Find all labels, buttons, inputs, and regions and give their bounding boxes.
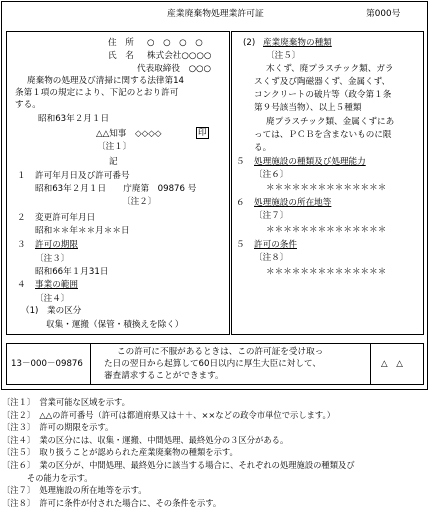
right-section-5-number: ５ (236, 157, 245, 167)
notes-list (2, 396, 427, 509)
address-label: 住 所 (108, 38, 134, 48)
waste-types-line-4: 第９号該当物）、以上５種類 (254, 103, 362, 113)
note-3: 〔注３〕 許可の期限を示す。 (2, 422, 114, 433)
section-3-number: ３ (17, 240, 26, 250)
footer-divider-left (90, 343, 91, 385)
note-4: 〔注４〕 業の区分には、収集・運搬、中間処理、最終処分の３区分がある。 (2, 434, 289, 445)
footer-marks: △ △ (381, 359, 403, 369)
footer-text-line-3: 審査請求することができます。 (104, 371, 224, 381)
address-value: ○ ○ ○ ○ (147, 38, 203, 48)
right-section-5-title: 処理施設の種類及び処理能力 (254, 157, 366, 167)
note-7: 〔注７〕 処理施設の所在地等を示す。 (2, 485, 147, 496)
governor-name: △△知事 ◇◇◇◇ (96, 129, 162, 139)
right-section-6-value: ＊＊＊＊＊＊＊＊＊＊＊＊＊＊ (266, 225, 387, 235)
footer-divider-right (370, 343, 371, 385)
seal-mark: 印 (198, 128, 207, 138)
certificate-title: 産業廃棄物処理業許可証 (167, 9, 264, 19)
note-ref-5: 〔注５〕 (266, 51, 301, 61)
right-section-6-title: 処理施設の所在地等 (254, 198, 332, 208)
body-line-3: する。 (15, 100, 41, 110)
section-4-value: 収集・運搬（保管・積換えを除く） (46, 320, 184, 330)
right-section-6-number: ６ (236, 198, 245, 208)
right-section-2-number: (2) (243, 38, 256, 48)
section-3-value: 昭和66年１月31日 (35, 267, 109, 277)
note-8: 〔注８〕 許可に条件が付された場合に、その条件を示す。 (2, 497, 222, 508)
name-label: 氏 名 (108, 51, 134, 61)
section-3-title: 許可の期限 (35, 240, 78, 250)
right-section-2-title: 産業廃棄物の種類 (263, 38, 332, 48)
official-seal (196, 127, 209, 139)
body-line-1: 廃棄物の処理及び清掃に関する法律第14 (27, 76, 185, 86)
section-1-value: 昭和63年２月１日 庁廃第 09876 号 (35, 184, 197, 194)
section-4-subtitle: （1) 業の区分 (21, 306, 82, 316)
waste-limit-line-2: っては、ＰＣＢを含まないものに限 (254, 130, 392, 140)
issue-date: 昭和63年２月１日 (38, 114, 110, 124)
note-5: 〔注５〕 取り扱うことが認められた産業廃棄物の種類を示す。 (2, 447, 238, 458)
body-line-2: 条第１項の規定により、下記のとおり許可 (15, 88, 179, 98)
note-2: 〔注２〕 △△の許可番号（許可は都道府県又は＋＋、××などの政令市単位で示します。） (2, 409, 335, 420)
note-6-continued: その能力を示す。 (2, 472, 93, 483)
section-2-value: 昭和＊＊年＊＊月＊＊日 (35, 226, 130, 236)
note-ref-4: 〔注４〕 (35, 294, 70, 304)
note-ref-6: 〔注６〕 (254, 170, 289, 180)
note-ref-3: 〔注３〕 (35, 254, 70, 264)
section-1-number: １ (17, 171, 26, 181)
footer-code: 13－000－09876 (11, 359, 83, 369)
waste-types-line-2: スくず及び陶磁器くず、金属くず、 (254, 77, 391, 87)
note-1: 〔注１〕 営業可能な区域を示す。 (2, 397, 130, 407)
right-section-7-title: 許可の条件 (254, 240, 297, 250)
waste-limit-line-1: 廃プラスチック類、金属くずにあ (266, 117, 395, 127)
ki-heading: 記 (109, 157, 118, 167)
section-2-number: ２ (17, 213, 26, 223)
footer-text-line-2: た日の翌日から起算して60日以内に厚生大臣に対して、 (104, 359, 322, 369)
waste-types-line-3: コンクリートの破片等（政令第１条 (254, 90, 392, 100)
note-ref-7: 〔注７〕 (254, 211, 289, 221)
certificate-number: 第000号 (366, 9, 401, 19)
footer-text-line-1: この許可に不服があるときは、この許可証を受け取っ (117, 347, 324, 357)
name-value: 株式会社○○○○ (147, 51, 212, 61)
note-ref-8: 〔注８〕 (254, 253, 289, 263)
right-section-5-value: ＊＊＊＊＊＊＊＊＊＊＊＊＊＊ (266, 183, 387, 193)
waste-types-line-1: 木くず、廃プラスチック類、ガラ (266, 64, 394, 74)
note-6: 〔注６〕 業の区分が、中間処理、最終処分に該当する場合に、それぞれの処理施設の種類及び (2, 459, 355, 470)
note-ref-2: 〔注２〕 (122, 197, 157, 207)
section-4-title: 事業の範囲 (35, 280, 78, 290)
representative: 代表取締役 ○○○ (137, 64, 212, 74)
right-section-7-number: ５ (236, 240, 245, 250)
section-4-number: ４ (17, 280, 26, 290)
waste-limit-line-3: る。 (254, 143, 272, 153)
section-2-title: 変更許可年月日 (35, 213, 96, 223)
section-1-title: 許可年月日及び許可番号 (35, 171, 130, 181)
right-section-7-value: ＊＊＊＊＊＊＊＊＊＊＊＊＊＊ (266, 267, 387, 277)
note-ref-1: 〔注１〕 (97, 142, 132, 152)
